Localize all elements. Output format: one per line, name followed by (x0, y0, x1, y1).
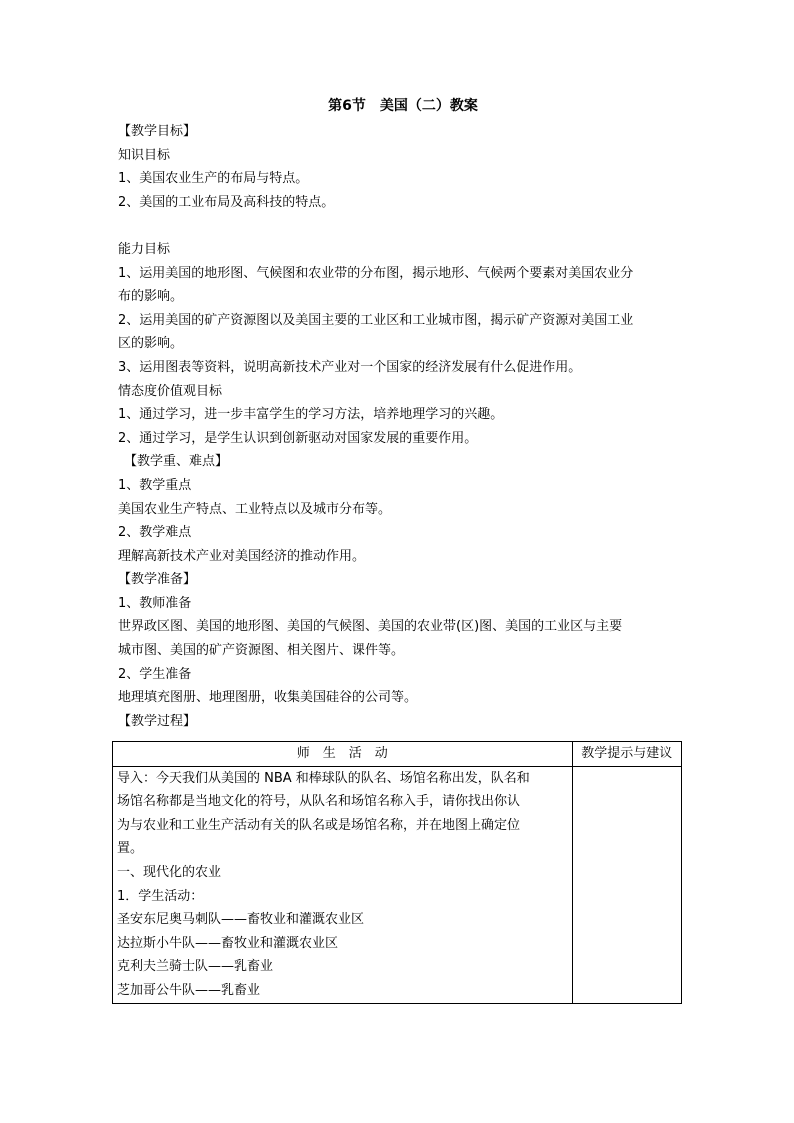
activity-line: 为与农业和工业生产活动有关的队名或是场馆名称，并在地图上确定位 (117, 817, 521, 833)
attitude-heading: 情态度价值观目标 (118, 383, 223, 399)
attitude-item: 1、通过学习，进一步丰富学生的学习方法，培养地理学习的兴趣。 (118, 407, 504, 423)
process-heading: 【教学过程】 (118, 713, 197, 729)
ability-item: 区的影响。 (118, 336, 184, 352)
activity-line: 1．学生活动： (117, 888, 204, 904)
ability-item: 布的影响。 (118, 289, 184, 305)
blank-line (118, 214, 682, 238)
tips-column-header: 教学提示与建议 (572, 742, 681, 767)
ability-item: 1、运用美国的地形图、气候图和农业带的分布图，揭示地形、气候两个要素对美国农业分 (118, 265, 634, 281)
lesson-plan-document (118, 96, 682, 733)
tips-cell (572, 766, 681, 1003)
activity-line: 克利夫兰骑士队——乳畜业 (117, 959, 274, 975)
objectives-heading: 【教学目标】 (118, 124, 197, 139)
knowledge-item: 1、美国农业生产的布局与特点。 (118, 171, 309, 187)
ability-item: 2、运用美国的矿产资源图以及美国主要的工业区和工业城市图，揭示矿产资源对美国工业 (118, 312, 634, 328)
activity-line: 达拉斯小牛队——畜牧业和灌溉农业区 (117, 935, 339, 951)
activity-line: 芝加哥公牛队——乳畜业 (117, 982, 261, 998)
activity-line: 一、现代化的农业 (117, 864, 222, 880)
difficulty-heading: 2、教学难点 (118, 525, 192, 541)
activity-cell (113, 766, 573, 1003)
teacher-prep-text: 世界政区图、美国的地形图、美国的气候图、美国的农业带(区)图、美国的工业区与主要 (118, 619, 623, 635)
focus-heading: 1、教学重点 (118, 477, 192, 493)
focus-text: 美国农业生产特点、工业特点以及城市分布等。 (118, 501, 392, 517)
attitude-item: 2、通过学习，是学生认识到创新驱动对国家发展的重要作用。 (118, 430, 478, 446)
activity-line: 场馆名称都是当地文化的符号，从队名和场馆名称入手，请你找出你认 (117, 794, 521, 810)
table-row (113, 766, 682, 1003)
knowledge-item: 2、美国的工业布局及高科技的特点。 (118, 194, 335, 210)
page-title: 第6节 美国（二）教案 (328, 98, 478, 114)
table-header-row (113, 742, 682, 767)
ability-item: 3、运用图表等资料，说明高新技术产业对一个国家的经济发展有什么促进作用。 (118, 359, 582, 375)
activity-line: 置。 (117, 841, 144, 857)
student-prep-heading: 2、学生准备 (118, 666, 192, 682)
preparation-heading: 【教学准备】 (118, 572, 197, 588)
key-points-heading: 【教学重、难点】 (124, 454, 229, 470)
difficulty-text: 理解高新技术产业对美国经济的推动作用。 (118, 548, 366, 564)
knowledge-heading: 知识目标 (118, 147, 171, 163)
teaching-process-table (112, 741, 682, 1004)
teacher-prep-text: 城市图、美国的矿产资源图、相关图片、课件等。 (118, 643, 405, 659)
student-prep-text: 地理填充图册、地理图册，收集美国硅谷的公司等。 (118, 690, 418, 706)
ability-heading: 能力目标 (118, 241, 171, 257)
activity-column-header: 师 生 活 动 (113, 742, 573, 767)
activity-line: 圣安东尼奥马刺队——畜牧业和灌溉农业区 (117, 912, 365, 928)
activity-line: 导入：今天我们从美国的 NBA 和棒球队的队名、场馆名称出发，队名和 (117, 770, 530, 786)
teacher-prep-heading: 1、教师准备 (118, 595, 192, 611)
